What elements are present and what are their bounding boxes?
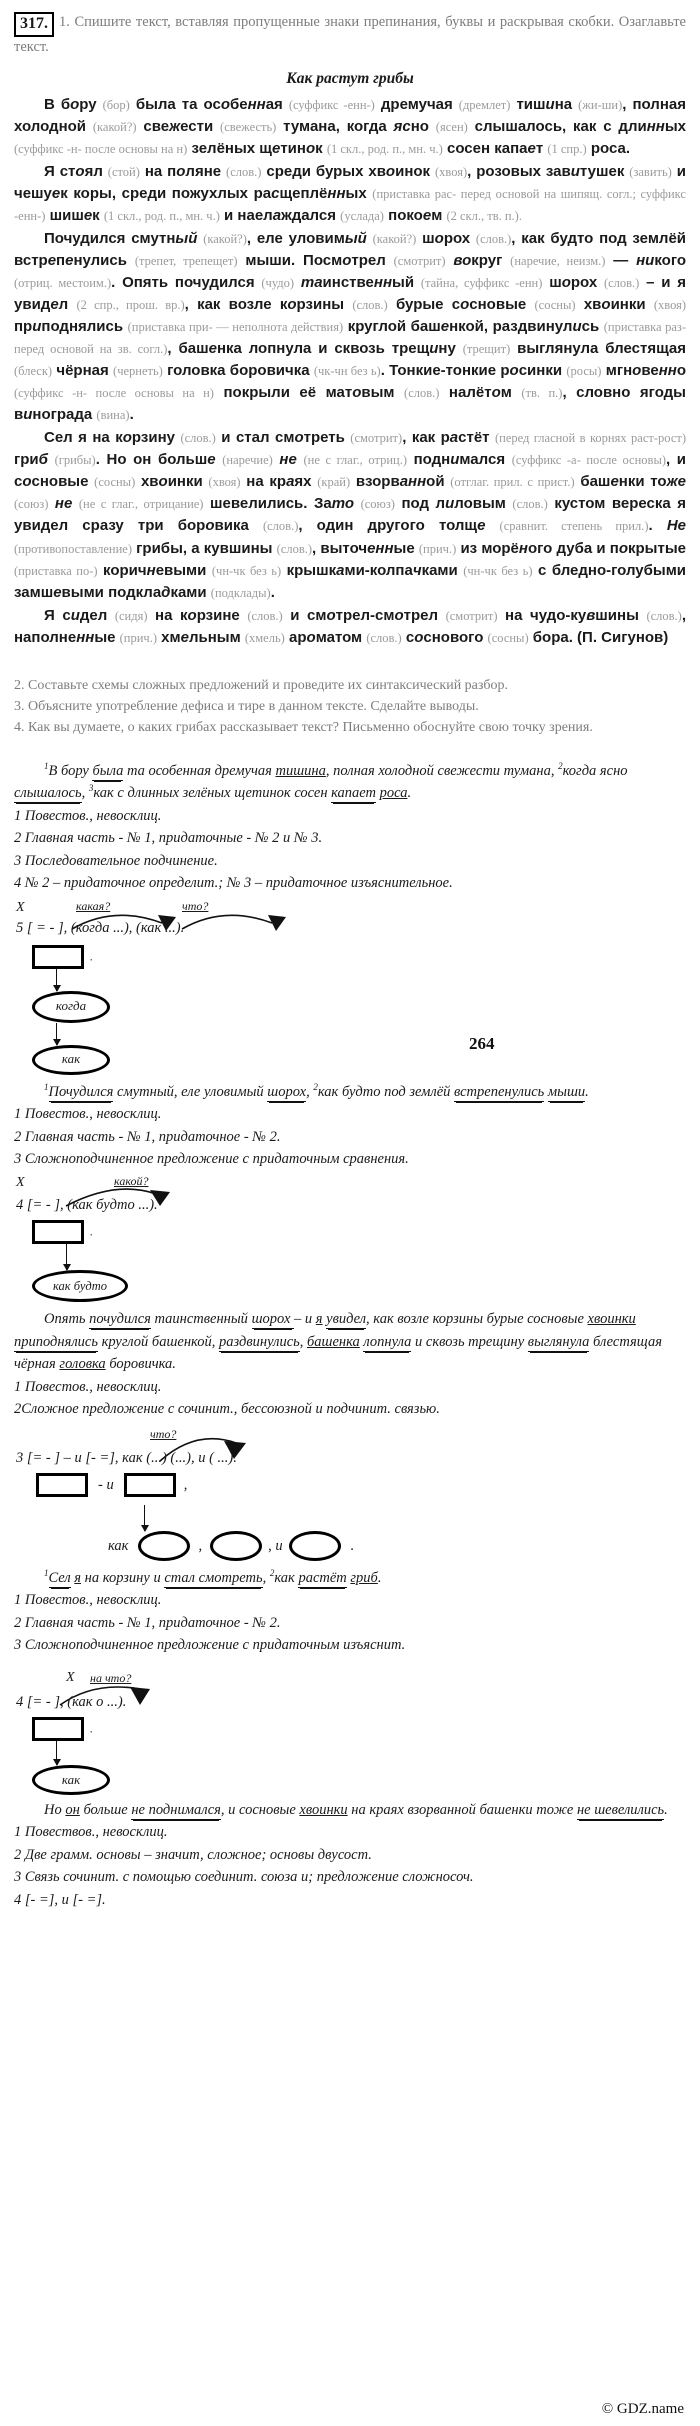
- clause-box: [32, 945, 84, 969]
- analysis-3-tree: - и , как , , и .: [36, 1473, 686, 1561]
- analysis-4-line-3: 3 Сложноподчиненное предложение с придаточным изъяснит.: [14, 1637, 406, 1654]
- task-list: [14, 675, 686, 738]
- analysis-1-tree: . когда как: [32, 945, 686, 1075]
- text-paragraph-4: Сел я на корзину (слов.) и стал смотреть (смотрит), как растёт (перед гласной в корнях раст-рост) гриб (грибы). Но он больше (наречие) не (не с глаг., отриц.) поднимался (суффикс -а- после основы), и сосновые (сосны) хвоинки (хвоя) на краях (край) взорванной (отглаг. прил. с прист.) башенки тоже (союз) не (не с глаг., отрицание) шевелились. Зато (союз) под лиловым (слов.) кустом вереска я увидел сразу три боровика (слов.), один другого толще (сравнит. степень прил.). Не (противопоставление) грибы, а кувшины (слов.), выточенные (прич.) из морёного дуба и покрытые (приставка по-) коричневыми (чн-чк без ь) крышками-колпачками (чн-чк без ь) с бледно-голубыми замшевыми подкладками (подклады).: [14, 429, 687, 601]
- scheme-conjunction: - и: [98, 1476, 114, 1493]
- analysis-3-line-3: 3 [= - ] – и [- =], как (...) (...), и ( ...).: [16, 1449, 237, 1466]
- clause-oval-1: [138, 1531, 190, 1561]
- exercise-task-4: 4. Как вы думаете, о каких грибах рассказывает текст? Письменно обоснуйте свою точку зрения.: [14, 719, 593, 735]
- analysis-1-line-3: 3 Последовательное подчинение.: [14, 852, 218, 869]
- analysis-3-scheme: [14, 1423, 686, 1471]
- analysis-5-quote: Но он больше не поднимался, и сосновые хвоинки на краях взорванной башенки тоже не шевелились.: [44, 1801, 668, 1818]
- scheme-question-1: какая?: [76, 898, 111, 913]
- analysis-1-line-5: 5 [ = - ], (когда ...), (как ...).: [16, 919, 185, 936]
- tree-arrow-2: [56, 1023, 57, 1045]
- analysis-4-line-2: 2 Главная часть - № 1, придаточное - № 2.: [14, 1614, 281, 1631]
- analysis-5-line-2: 2 Две грамм. основы – значит, сложное; основы двусост.: [14, 1846, 372, 1863]
- analysis-4-tree: . как: [32, 1717, 686, 1795]
- text-paragraph-5: Я сидел (сидя) на корзине (слов.) и смотрел-смотрел (смотрит) на чудо-кувшины (слов.), наполненные (прич.) хмельным (хмель) ароматом (слов.) соснового (сосны) бора. (П. Сигунов): [14, 606, 686, 646]
- exercise-task-3: 3. Объясните употребление дефиса и тире в данном тексте. Сделайте выводы.: [14, 698, 479, 714]
- scheme-question-1: что?: [150, 1426, 177, 1441]
- clause-oval-2: [210, 1531, 262, 1561]
- tree-oval-kak-budto: как будто: [32, 1270, 128, 1302]
- tree-oval-when: когда: [32, 991, 110, 1023]
- analysis-2-line-4: 4 [= - ], (как будто ...).: [16, 1197, 158, 1214]
- analysis-2-quote: $^1$Почудился смутный, еле уловимый шорох, $^2$как будто под землёй встрепенулись мыши.: [44, 1081, 589, 1100]
- analysis-3-quote: Опять почудился таинственный шорох – и я увидел, как возле корзины бурые сосновые хвоинки приподнялись круглой башенкой, раздвинулись, башенка лопнула и сквозь трещину выглянула блестящая чёрная головка боровичка.: [14, 1311, 663, 1373]
- analysis-4-line-1: 1 Повестов., невосклиц.: [14, 1592, 162, 1609]
- analysis-2-tree: . как будто: [32, 1220, 686, 1302]
- clause-box: [32, 1220, 84, 1244]
- analysis-2-scheme: [14, 1172, 686, 1218]
- scheme-question-1: на что?: [90, 1670, 132, 1685]
- exercise-header: [14, 12, 686, 58]
- tree-oval-how: как: [32, 1045, 110, 1075]
- tree-arrow-1: [56, 1741, 57, 1765]
- scheme-question-2: что?: [182, 898, 209, 913]
- analysis-2-line-3: 3 Сложноподчиненное предложение с придаточным сравнения.: [14, 1150, 409, 1167]
- site-credit: © GDZ.name: [601, 2401, 684, 2417]
- analysis-4-scheme: [14, 1665, 686, 1715]
- scheme-how-label: как: [108, 1537, 129, 1554]
- clause-box-1: [36, 1473, 88, 1497]
- analysis-1-line-2: 2 Главная часть - № 1, придаточные - № 2 и № 3.: [14, 830, 323, 847]
- exercise-task-2: 2. Составьте схемы сложных предложений и проведите их синтаксический разбор.: [14, 677, 509, 693]
- analysis-1-line-1: 1 Повестов., невосклиц.: [14, 807, 162, 824]
- scheme-x-marker: X: [16, 1175, 25, 1191]
- analysis-4-line-4: 4 [= - ], (как о ...).: [16, 1693, 127, 1710]
- analysis-5-line-3: 3 Связь сочинит. с помощью соединит. союза и; предложение сложносоч.: [14, 1869, 474, 1886]
- analysis-1-quote: $^1$В бору была та особенная дремучая тишина, полная холодной свежести тумана, $^2$когда ясно слышалось, $^3$как с длинных зелёных щетинок сосен капает роса.: [14, 760, 628, 802]
- text-title: Как растут грибы: [286, 69, 414, 87]
- analysis-5-line-1: 1 Повествов., невосклиц.: [14, 1824, 168, 1841]
- analysis-4-quote: $^1$Сел я на корзину и стал смотреть, $^2$как растёт гриб.: [44, 1567, 382, 1586]
- exercise-number: 317.: [14, 12, 54, 37]
- scheme-question-1: какой?: [114, 1174, 149, 1189]
- exercise-task-1: 1. Спишите текст, вставляя пропущенные знаки препинания, буквы и раскрывая скобки. Озаглавьте текст.: [14, 14, 686, 55]
- analysis-2-line-1: 1 Повестов., невосклиц.: [14, 1106, 162, 1123]
- analysis-2-line-2: 2 Главная часть - № 1, придаточное - № 2.: [14, 1128, 281, 1145]
- analysis-1-line-4: 4 № 2 – придаточное определит.; № 3 – придаточное изъяснительное.: [14, 875, 453, 892]
- clause-box: [32, 1717, 84, 1741]
- clause-oval-3: [289, 1531, 341, 1561]
- tree-oval-how: как: [32, 1765, 110, 1795]
- tree-arrow-1: [144, 1505, 145, 1531]
- clause-box-2: [124, 1473, 176, 1497]
- text-paragraph-1: В бору (бор) была та особенная (суффикс -енн-) дремучая (дремлет) тишина (жи-ши), полная холодной (какой?) свежести (свежесть) тумана, когда ясно (ясен) слышалось, как с длинных (суффикс -н- после основы на н) зелёных щетинок (1 скл., род. п., мн. ч.) сосен капает (1 спр.) роса.: [14, 95, 686, 157]
- text-paragraph-2: Я стоял (стой) на поляне (слов.) среди бурых хвоинок (хвоя), розовых завитушек (завить) и чешуек коры, среди пожухлых расщеплённых (приставка рас- перед основой на шипящ. согл.; суффикс -енн-) шишек (1 скл., род. п., мн. ч.) и наелаждался (услада) покоем (2 скл., тв. п.).: [14, 162, 687, 224]
- page-number: 264: [469, 1034, 495, 1053]
- analysis-1-scheme: [14, 897, 686, 943]
- analysis-3-line-2: 2Сложное предложение с сочинит., бессоюзной и подчинит. связью.: [14, 1401, 440, 1418]
- scheme-x-marker: X: [66, 1669, 75, 1685]
- analysis-5-line-4: 4 [- =], и [- =].: [14, 1891, 106, 1908]
- answers-section: [14, 760, 686, 1911]
- scheme-x-marker: X: [16, 899, 25, 915]
- text-paragraph-3: Почудился смутный (какой?), еле уловимый (какой?) шорох (слов.), как будто под землёй встрепенулись (трепет, трепещет) мыши. Посмотрел (смотрит) вокруг (наречие, неизм.) — никого (отриц. местоим.). Опять почудился (чудо) таинственный (тайна, суффикс -енн) шорох (слов.) – и я увидел (2 спр., прош. вр.), как возле корзины (слов.) бурые сосновые (сосны) хвоинки (хвоя) приподнялись (приставка при- — неполнота действия) круглой башенкой, раздвинулись (приставка раз- перед основой на зв. согл.), башенка лопнула и сквозь трещину (трещит) выглянула блестящая (блеск) чёрная (чернеть) головка боровичка (чк-чн без ь). Тонкие-тонкие росинки (росы) мгновенно (суффикс -н- после основы на н) покрыли её матовым (слов.) налётом (тв. п.), словно ягоды винограда (вина).: [14, 229, 687, 424]
- tree-arrow-1: [66, 1244, 67, 1270]
- analysis-3-line-1: 1 Повестов., невосклиц.: [14, 1378, 162, 1395]
- tree-arrow-1: [56, 969, 57, 991]
